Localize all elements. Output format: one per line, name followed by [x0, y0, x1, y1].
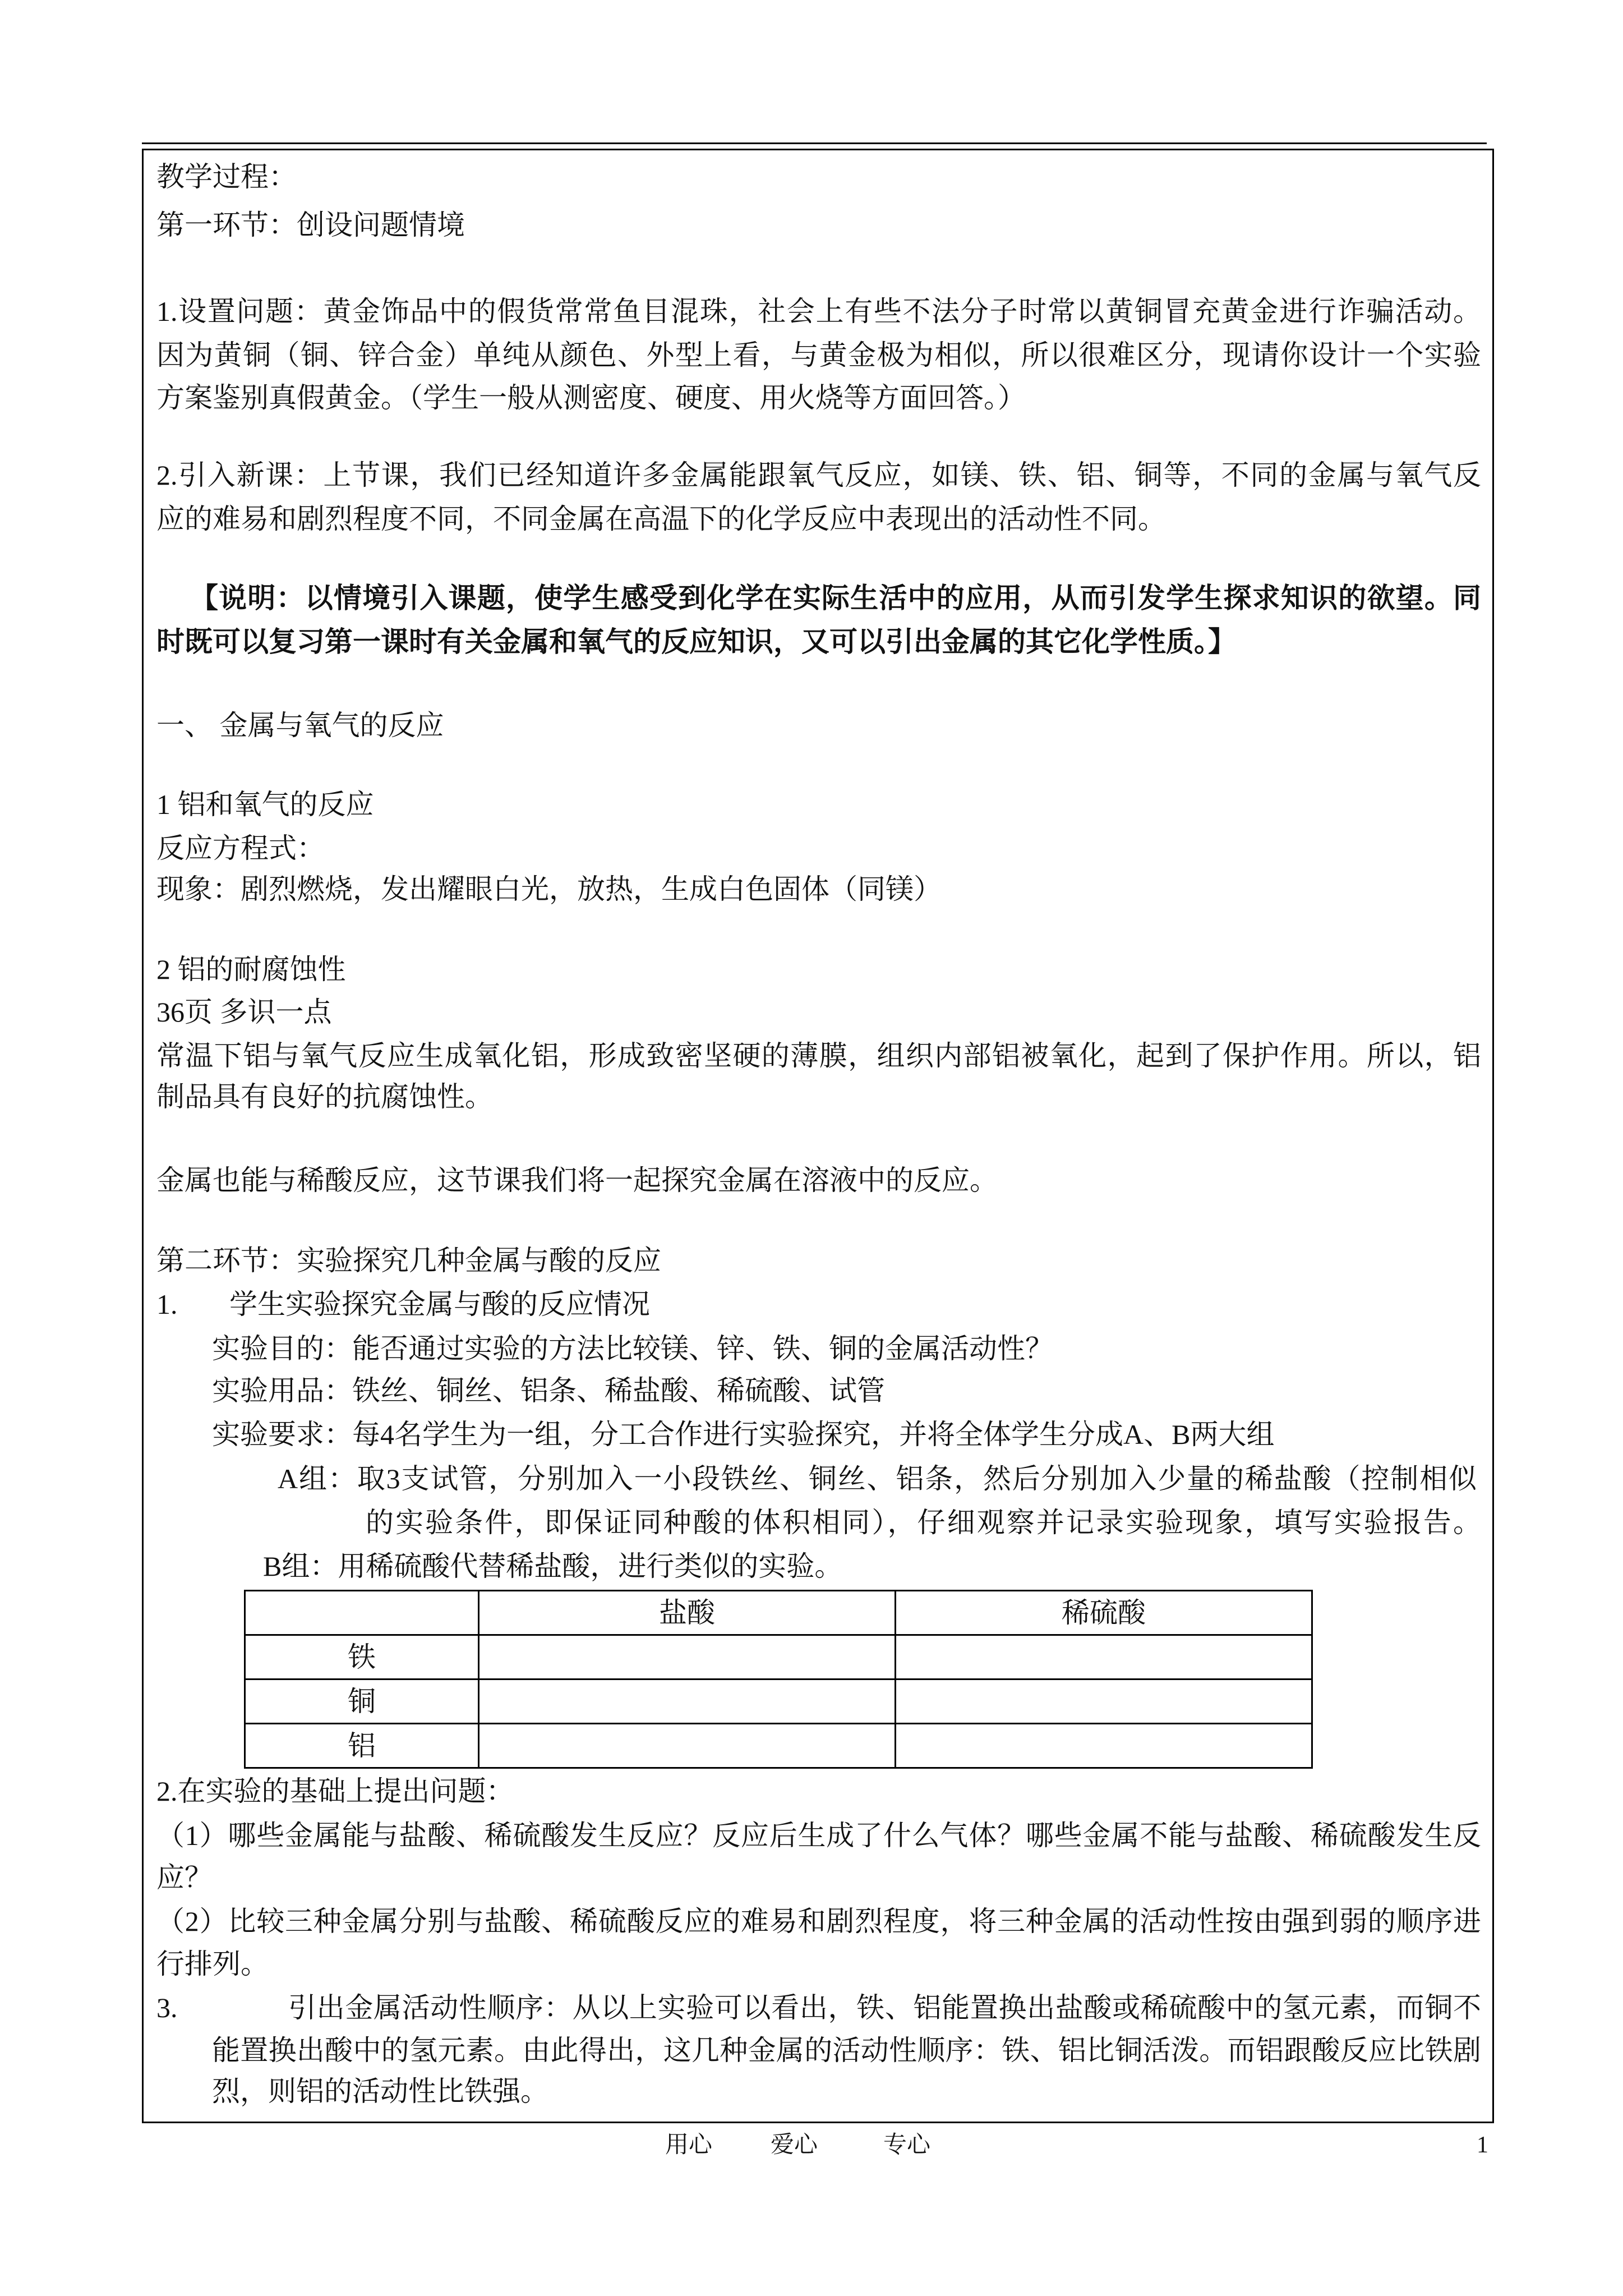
group-b-text: B组：用稀硫酸代替稀盐酸，进行类似的实验。	[263, 1550, 843, 1582]
table-row	[245, 1635, 1312, 1680]
row-label-aluminum: 铝	[245, 1724, 479, 1768]
question-2-line-1: （2）比较三种金属分别与盐酸、稀硫酸反应的难易和剧烈程度，将三种金属的活动性按由强到弱的顺序进	[156, 1906, 1481, 1937]
table-header-row	[245, 1591, 1312, 1635]
group-a-line-2: 的实验条件，即保证同种酸的体积相同），仔细观察并记录实验现象，填写实验报告。	[366, 1507, 1481, 1538]
activity-series-line-1: 引出金属活动性顺序：从以上实验可以看出，铁、铝能置换出盐酸或稀硫酸中的氢元素，而铜不	[288, 1992, 1481, 2023]
footer-motto-1: 用心	[665, 2132, 713, 2158]
table-corner-cell	[245, 1591, 479, 1635]
header-rule	[142, 142, 1487, 144]
new-lesson-line-1: 2.引入新课：上节课，我们已经知道许多金属能跟氧气反应，如镁、铁、铝、铜等，不同的金属与氧气反	[156, 459, 1481, 491]
stage2-title: 第二环节：实验探究几种金属与酸的反应	[156, 1245, 661, 1276]
page-number: 1	[1477, 2132, 1488, 2158]
footer-motto-2: 爱心	[771, 2132, 818, 2158]
new-lesson-line-2: 应的难易和剧烈程度不同，不同金属在高温下的化学反应中表现出的活动性不同。	[156, 503, 1166, 535]
table-cell	[896, 1680, 1312, 1724]
row-label-iron: 铁	[245, 1635, 479, 1680]
questions-title: 2.在实验的基础上提出问题：	[156, 1775, 514, 1807]
page-heading: 教学过程：	[156, 161, 297, 192]
al-corrosion-line-2: 制品具有良好的抗腐蚀性。	[156, 1081, 493, 1112]
activity-series-line-2: 能置换出酸中的氢元素。由此得出，这几种金属的活动性顺序：铁、铝比铜活泼。而铝跟酸反应比铁剧	[212, 2035, 1481, 2066]
table-row	[245, 1724, 1312, 1768]
experiment-requirements: 实验要求：每4名学生为一组，分工合作进行实验探究，并将全体学生分成A、B两大组	[212, 1419, 1275, 1450]
footer-motto-3: 专心	[883, 2132, 931, 2158]
transition-text: 金属也能与稀酸反应，这节课我们将一起探究金属在溶液中的反应。	[156, 1165, 998, 1196]
experiment-title: 学生实验探究金属与酸的反应情况	[229, 1289, 650, 1320]
note-line-1: 【说明：以情境引入课题，使学生感受到化学在实际生活中的应用，从而引发学生探求知识的欲望。同	[190, 582, 1481, 614]
note-line-2: 时既可以复习第一课时有关金属和氧气的反应知识，又可以引出金属的其它化学性质。】	[156, 626, 1236, 657]
table-cell	[479, 1680, 896, 1724]
question-setup-line-1: 1.设置问题：黄金饰品中的假货常常鱼目混珠，社会上有些不法分子时常以黄铜冒充黄金进行诈骗活动。	[156, 296, 1481, 327]
table-cell	[479, 1635, 896, 1680]
part1-title: 一、 金属与氧气的反应	[156, 710, 444, 741]
textbook-reference: 36页 多识一点	[156, 996, 332, 1028]
question-1-line-2: 应？	[156, 1862, 213, 1893]
row-label-copper: 铜	[245, 1680, 479, 1724]
table-cell	[479, 1724, 896, 1768]
results-table	[244, 1590, 1313, 1769]
phenomenon-text: 现象：剧烈燃烧，发出耀眼白光，放热，生成白色固体（同镁）	[156, 873, 942, 905]
equation-label: 反应方程式：	[156, 832, 325, 864]
question-setup-line-3: 方案鉴别真假黄金。（学生一般从测密度、硬度、用火烧等方面回答。）	[156, 382, 1026, 413]
stage1-title: 第一环节：创设问题情境	[156, 209, 465, 241]
al-corrosion-title: 2 铝的耐腐蚀性	[156, 954, 346, 985]
experiment-materials: 实验用品：铁丝、铜丝、铝条、稀盐酸、稀硫酸、试管	[212, 1375, 885, 1406]
question-setup-line-2: 因为黄铜（铜、锌合金）单纯从颜色、外型上看，与黄金极为相似，所以很难区分，现请你设计一个实验	[156, 339, 1481, 371]
experiment-number: 1.	[156, 1289, 178, 1320]
activity-series-line-3: 烈，则铝的活动性比铁强。	[212, 2076, 548, 2107]
header-dilute-sulfuric-acid: 稀硫酸	[896, 1591, 1312, 1635]
experiment-purpose: 实验目的：能否通过实验的方法比较镁、锌、铁、铜的金属活动性？	[212, 1333, 1053, 1364]
al-corrosion-line-1: 常温下铝与氧气反应生成氧化铝，形成致密坚硬的薄膜，组织内部铝被氧化，起到了保护作用。所以，铝	[156, 1040, 1481, 1071]
question-2-line-2: 行排列。	[156, 1948, 269, 1980]
question-1-line-1: （1）哪些金属能与盐酸、稀硫酸发生反应？反应后生成了什么气体？哪些金属不能与盐酸、稀硫酸发生反	[156, 1820, 1481, 1851]
group-a-line-1: A组：取3支试管，分别加入一小段铁丝、铜丝、铝条，然后分别加入少量的稀盐酸（控制相似	[278, 1463, 1477, 1494]
al-oxygen-title: 1 铝和氧气的反应	[156, 789, 374, 820]
activity-series-number: 3.	[156, 1992, 178, 2023]
table-cell	[896, 1635, 1312, 1680]
header-hydrochloric-acid: 盐酸	[479, 1591, 896, 1635]
table-row	[245, 1680, 1312, 1724]
table-cell	[896, 1724, 1312, 1768]
